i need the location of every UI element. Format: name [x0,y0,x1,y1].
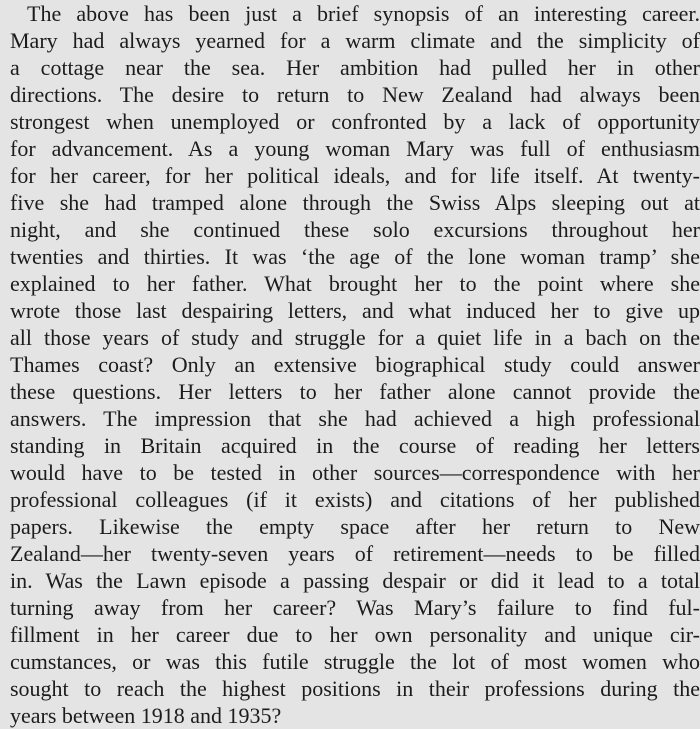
text-line: wrote those last despairing letters, and what induced her to give up [10,298,700,323]
text-line: Mary had always yearned for a warm climate and the simplicity of [10,28,700,53]
text-line: Thames coast? Only an extensive biographical study could answer [10,352,700,377]
text-line: standing in Britain acquired in the course of reading her letters [10,433,700,458]
text-line: Zealand—her twenty-seven years of retirement—needs to be filled [10,541,700,566]
text-line: night, and she continued these solo excursions throughout her [10,217,700,242]
text-line: years between 1918 and 1935? [10,703,282,728]
text-line: sought to reach the highest positions in their professions during the [10,676,700,701]
text-line: directions. The desire to return to New Zealand had always been [10,82,700,107]
text-line: twenties and thirties. It was ‘the age of the lone woman tramp’ she [10,244,700,269]
text-line: answers. The impression that she had achieved a high professional [10,406,700,431]
text-line: papers. Likewise the empty space after her return to New [10,514,700,539]
text-line: explained to her father. What brought her to the point where she [10,271,700,296]
text-line: cumstances, or was this futile struggle the lot of most women who [10,649,700,674]
body-paragraph [10,0,700,729]
text-line: fillment in her career due to her own personality and unique cir- [10,622,700,647]
text-line: these questions. Her letters to her father alone cannot provide the [10,379,700,404]
text-line: for advancement. As a young woman Mary was full of enthusiasm [10,136,700,161]
text-line: in. Was the Lawn episode a passing despair or did it lead to a total [10,568,700,593]
text-line: professional colleagues (if it exists) and citations of her published [10,487,700,512]
text-line: would have to be tested in other sources—correspondence with her [10,460,700,485]
text-line: a cottage near the sea. Her ambition had pulled her in other [10,55,700,80]
text-line: strongest when unemployed or confronted by a lack of opportunity [10,109,700,134]
text-line: all those years of study and struggle for a quiet life in a bach on the [10,325,700,350]
text-line: turning away from her career? Was Mary’s failure to find ful- [10,595,700,620]
text-line: for her career, for her political ideals, and for life itself. At twenty- [10,163,700,188]
text-line: The above has been just a brief synopsis of an interesting career. [27,1,700,26]
text-line: five she had tramped alone through the Swiss Alps sleeping out at [10,190,700,215]
